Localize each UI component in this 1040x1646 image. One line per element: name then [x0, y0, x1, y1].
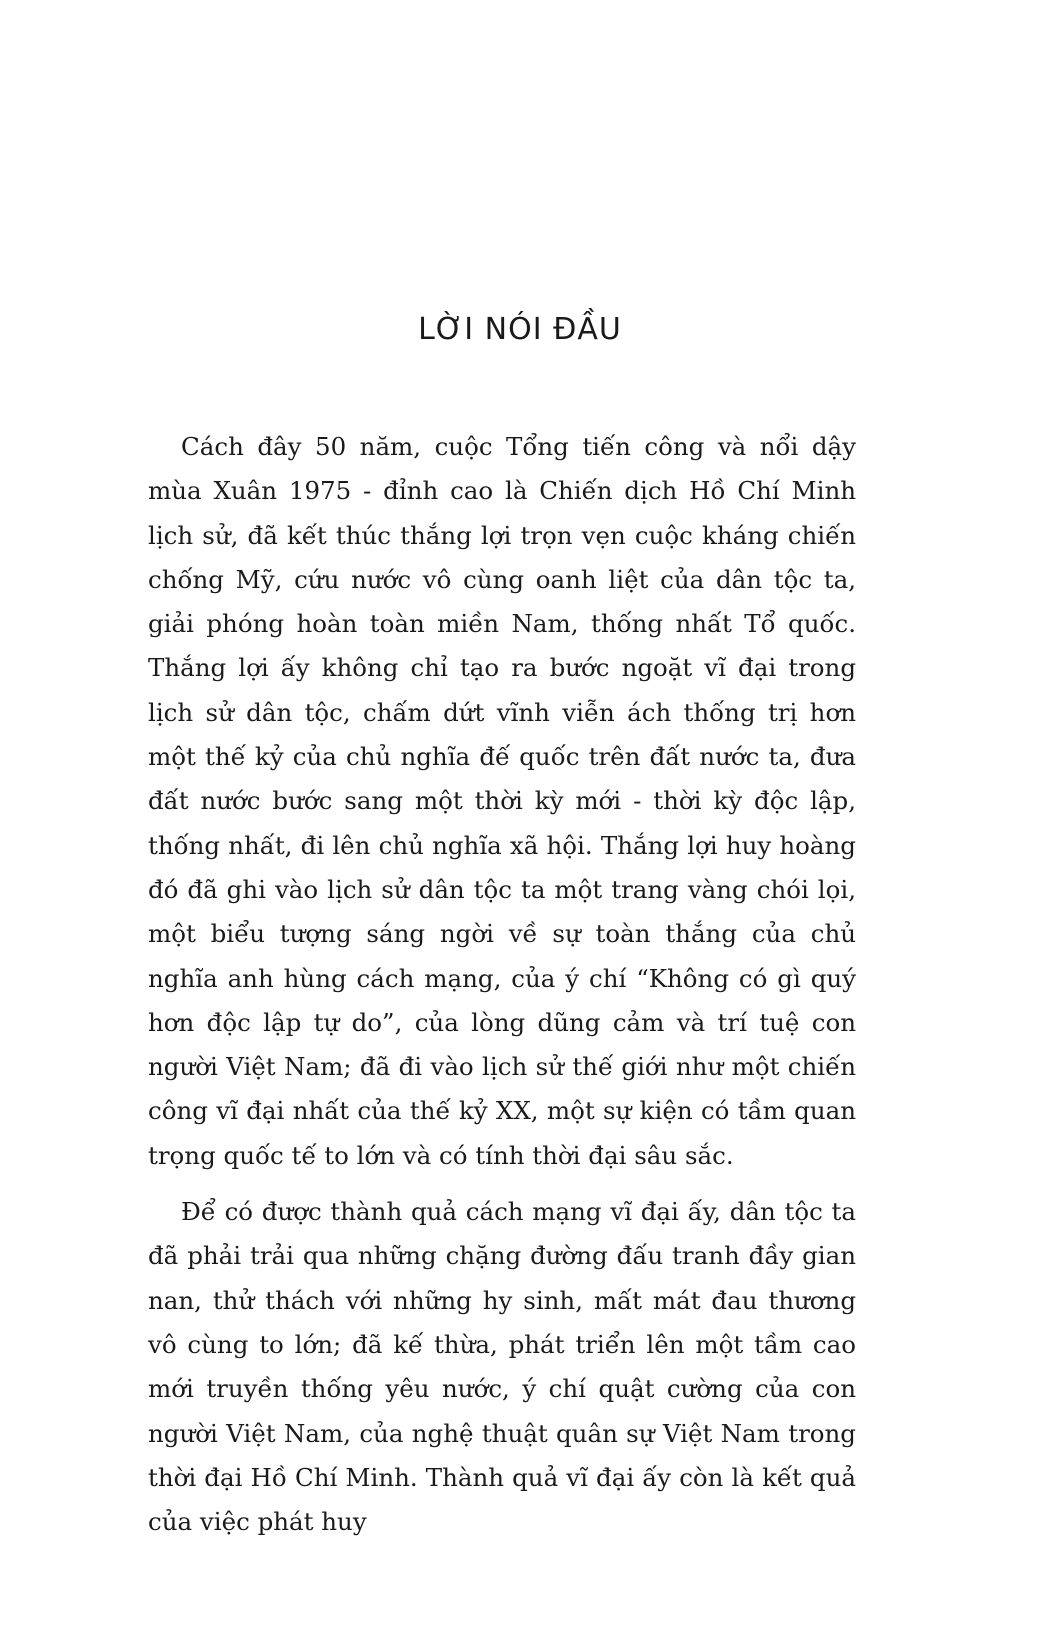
body-text [148, 425, 856, 1544]
page-title: LỜI NÓI ĐẦU [418, 312, 622, 347]
paragraph-2: Để có được thành quả cách mạng vĩ đại ấy, dân tộc ta đã phải trải qua những chặng đường đấu tranh đầy gian nan, thử thách với những hy sinh, mất mát đau thương vô cùng to lớn; đã kế thừa, phát triển lên một tầm cao mới truyền thống yêu nước, ý chí quật cường của con người Việt Nam, của nghệ thuật quân sự Việt Nam trong thời đại Hồ Chí Minh. Thành quả vĩ đại ấy còn là kết quả của việc phát huy [148, 1197, 856, 1537]
paragraph-1: Cách đây 50 năm, cuộc Tổng tiến công và nổi dậy mùa Xuân 1975 - đỉnh cao là Chiến dịch Hồ Chí Minh lịch sử, đã kết thúc thắng lợi trọn vẹn cuộc kháng chiến chống Mỹ, cứu nước vô cùng oanh liệt của dân tộc ta, giải phóng hoàn toàn miền Nam, thống nhất Tổ quốc. Thắng lợi ấy không chỉ tạo ra bước ngoặt vĩ đại trong lịch sử dân tộc, chấm dứt vĩnh viễn ách thống trị hơn một thế kỷ của chủ nghĩa đế quốc trên đất nước ta, đưa đất nước bước sang một thời kỳ mới - thời kỳ độc lập, thống nhất, đi lên chủ nghĩa xã hội. Thắng lợi huy hoàng đó đã ghi vào lịch sử dân tộc ta một trang vàng chói lọi, một biểu tượng sáng ngời về sự toàn thắng của chủ nghĩa anh hùng cách mạng, của ý chí “Không có gì quý hơn độc lập tự do”, của lòng dũng cảm và trí tuệ con người Việt Nam; đã đi vào lịch sử thế giới như một chiến công vĩ đại nhất của thế kỷ XX, một sự kiện có tầm quan trọng quốc tế to lớn và có tính thời đại sâu sắc. [148, 432, 856, 1170]
